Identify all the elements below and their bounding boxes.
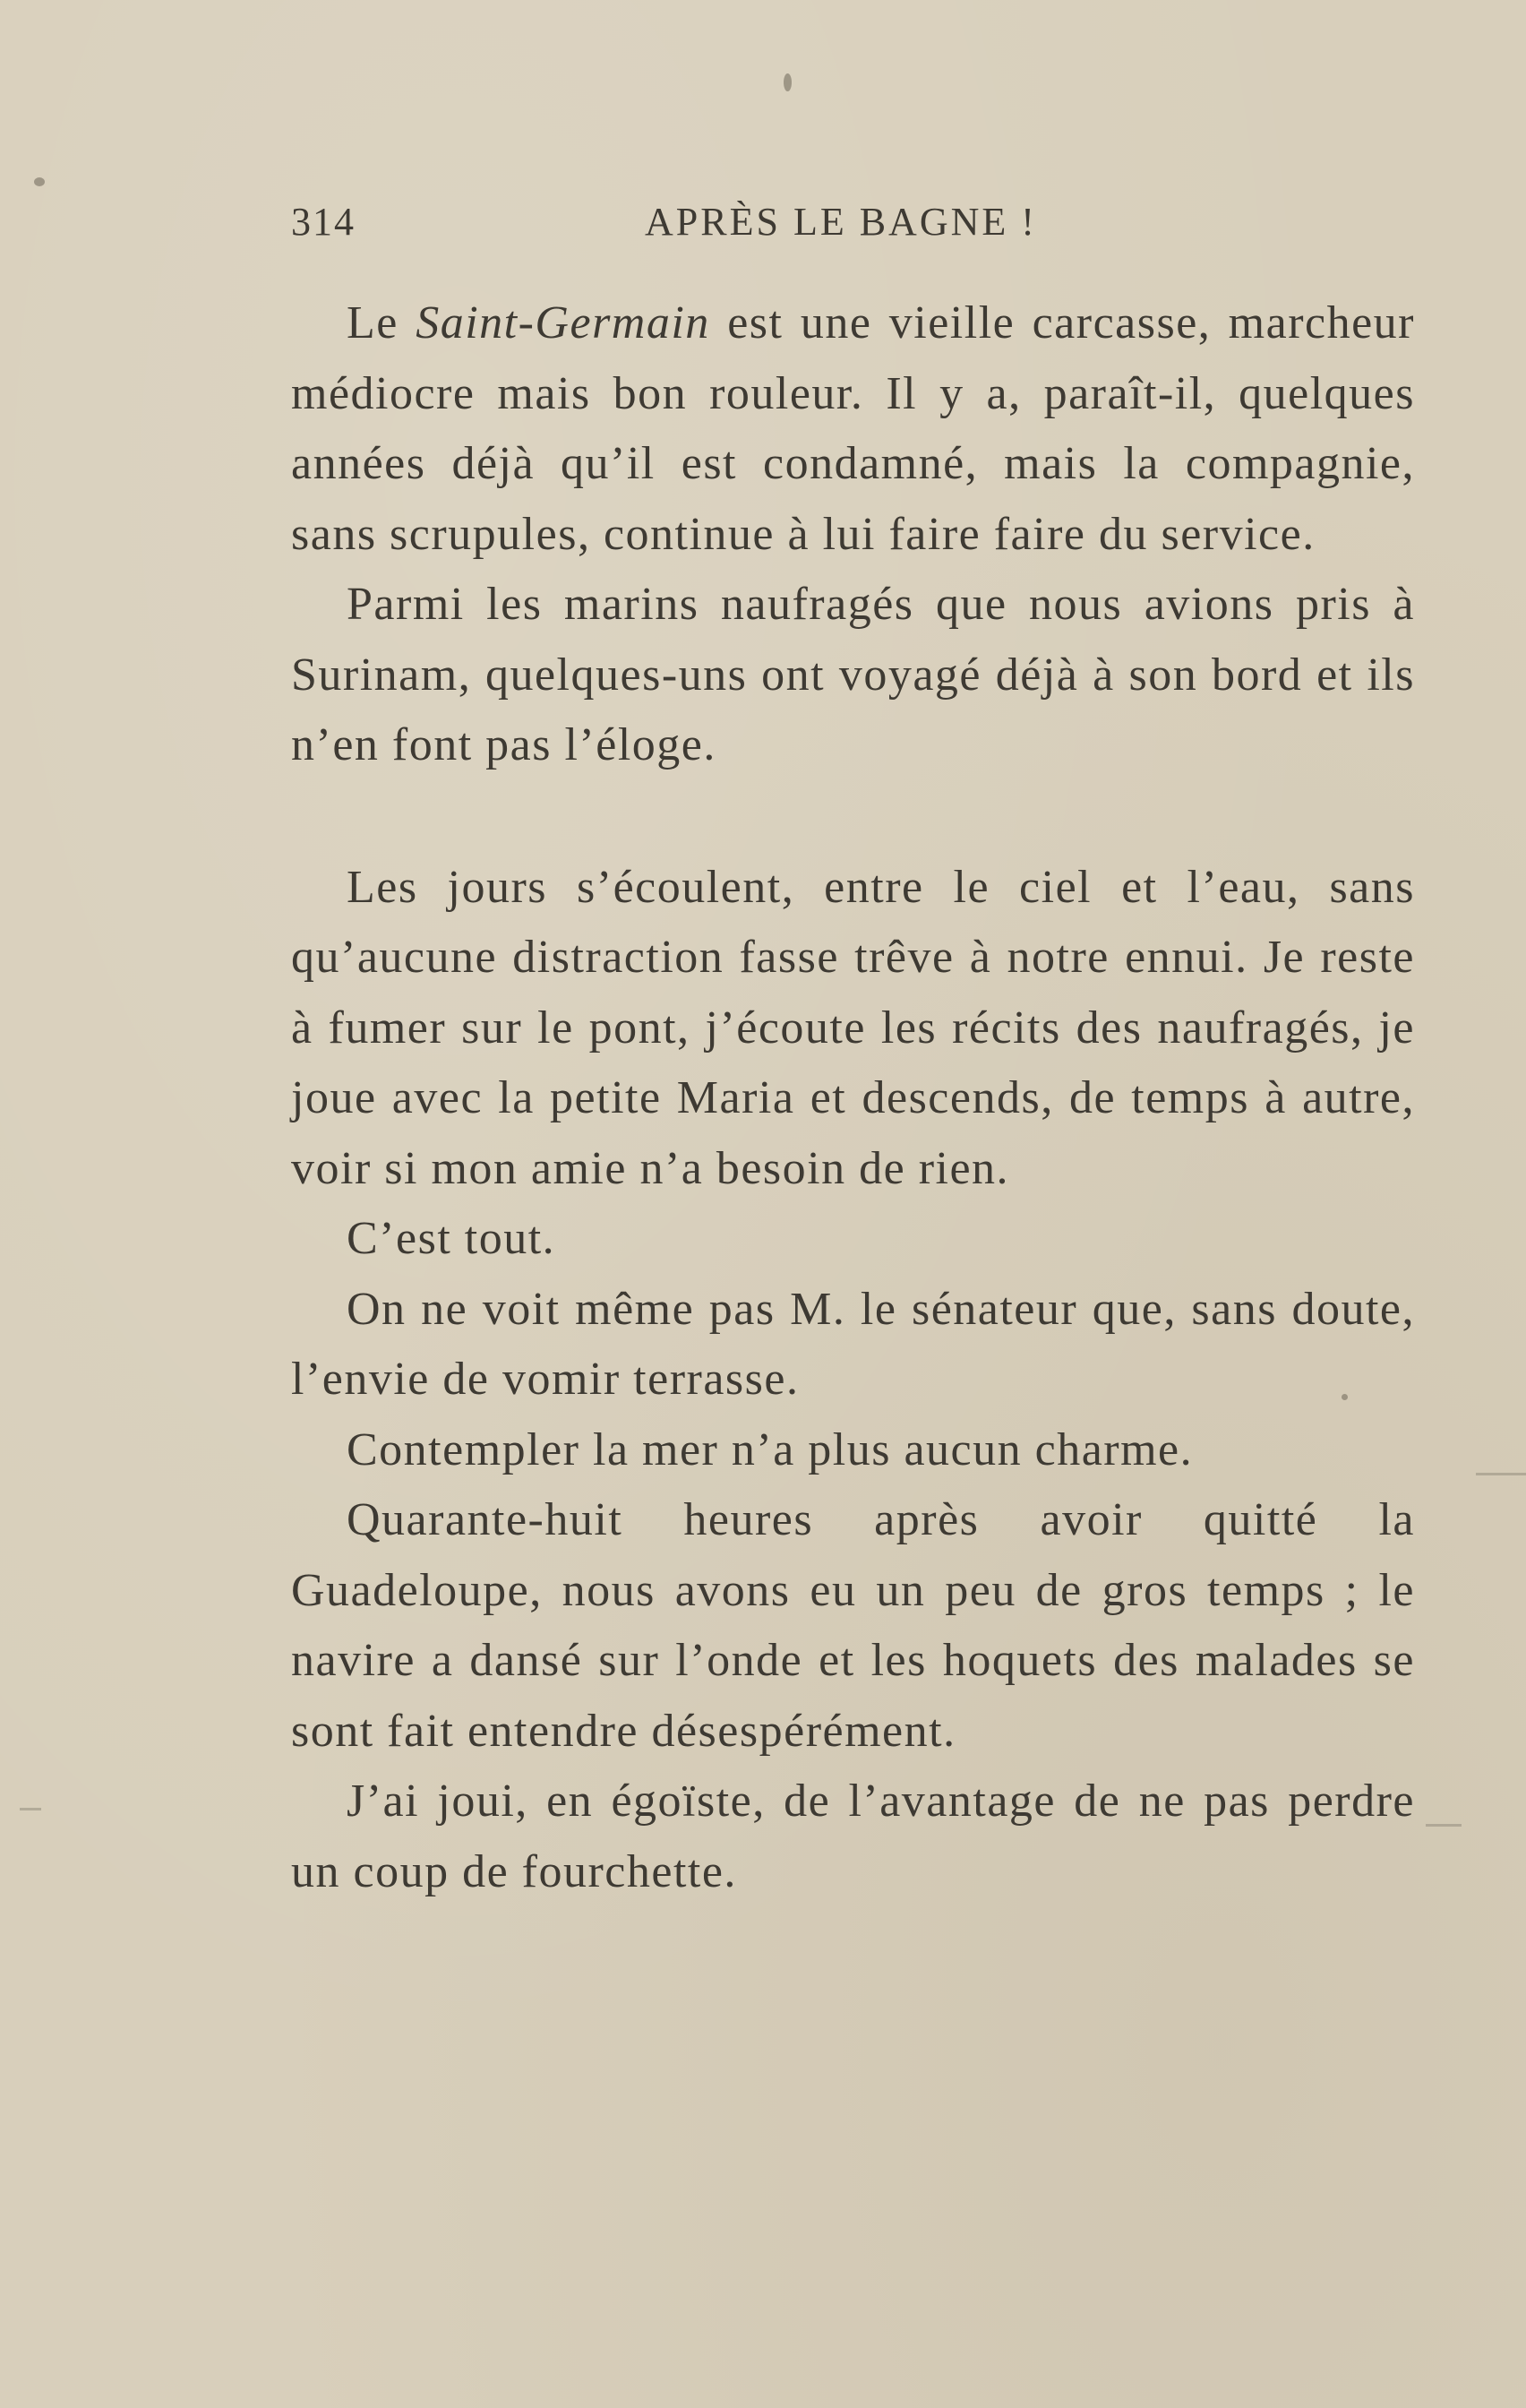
paper-speck	[1342, 1394, 1348, 1400]
edge-mark	[1426, 1824, 1462, 1827]
paragraph-3: Les jours s’écoulent, entre le ciel et l’eau, sans qu’aucune distraction fasse trêve à notre ennui. Je reste à fumer sur le pont, j’écoute les récits des naufragés, je joue avec la petite Maria et descends, de temps à autre, voir si mon amie n’a besoin de rien.	[291, 861, 1415, 1194]
edge-mark	[1476, 1473, 1526, 1475]
running-head	[291, 199, 1410, 253]
edge-mark	[20, 1808, 41, 1810]
paragraph-1	[291, 288, 1415, 570]
running-title: APRÈS LE BAGNE !	[645, 200, 1037, 244]
body-text	[291, 288, 1415, 1907]
paragraph-1-rest: est une vieille carcasse, marcheur médiocre mais bon rouleur. Il y a, paraît-il, quelques années déjà qu’il est condamné, mais la compagnie, sans scrupules, continue à lui faire faire du service.	[291, 297, 1415, 560]
paragraph-2: Parmi les marins naufragés que nous avions pris à Surinam, quelques-uns ont voyagé déjà à son bord et ils n’en font pas l’éloge.	[291, 579, 1415, 770]
paragraph-1-lead: Le	[347, 297, 416, 348]
ship-name: Saint-Germain	[416, 297, 710, 348]
paragraph-6: Contempler la mer n’a plus aucun charme.	[347, 1423, 1194, 1475]
paragraph-4: C’est tout.	[347, 1213, 556, 1264]
paper-speck	[34, 177, 45, 186]
paragraph-7: Quarante-huit heures après avoir quitté la Guadeloupe, nous avons eu un peu de gros temps ; le navire a dansé sur l’onde et les hoquets des malades se sont fait entendre désespérément.	[291, 1494, 1415, 1757]
paragraph-5: On ne voit même pas M. le sénateur que, sans doute, l’envie de vomir terrasse.	[291, 1283, 1415, 1405]
paper-speck	[784, 73, 792, 91]
section-break	[291, 781, 1415, 853]
paragraph-8: J’ai joui, en égoïste, de l’avantage de ne pas perdre un coup de fourchette.	[291, 1776, 1415, 1897]
page-number: 314	[291, 200, 356, 244]
